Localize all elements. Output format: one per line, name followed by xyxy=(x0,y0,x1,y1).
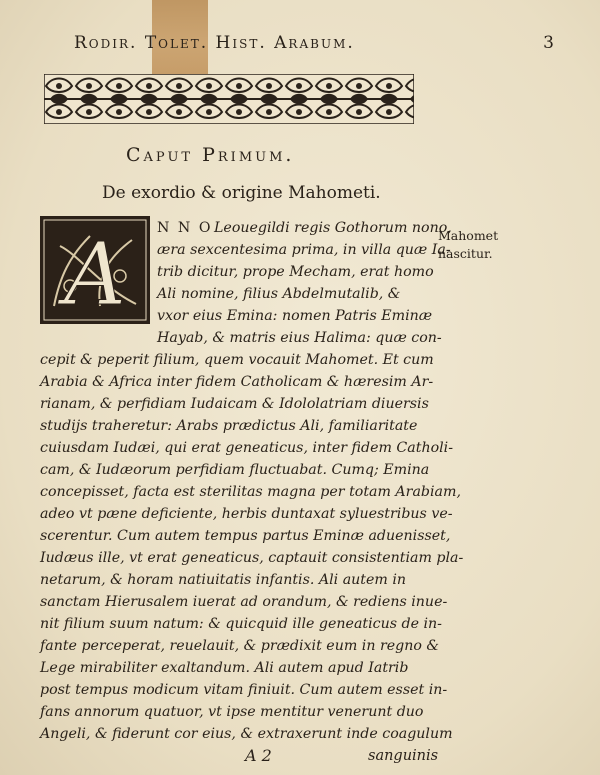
body-line: rianam, & perfidiam Iudaicam & Idololatriam diuersis xyxy=(40,396,429,412)
page-header xyxy=(74,33,554,59)
marginal-note-line: Mahomet xyxy=(438,228,499,243)
marginal-note-line: nascitur. xyxy=(438,246,493,261)
page-number: 3 xyxy=(543,33,554,53)
decorative-ornament-band xyxy=(44,74,414,124)
body-line: nit filium suum natum: & quicquid ille geneaticus de in- xyxy=(40,616,442,632)
decorated-initial-A xyxy=(40,216,150,324)
first-line-caps: N N O xyxy=(157,220,213,236)
body-line: æra sexcentesima prima, in villa quæ Ia- xyxy=(157,242,451,258)
body-line: Iudæus ille, vt erat geneaticus, captauit consistentiam pla- xyxy=(40,550,464,566)
body-line: concepisset, facta est sterilitas magna per totam Arabiam, xyxy=(40,484,461,500)
body-line: Lege mirabiliter exaltandum. Ali autem apud Iatrib xyxy=(40,660,409,676)
body-line: Ali nomine, filius Abdelmutalib, & xyxy=(157,286,401,302)
body-line: scerentur. Cum autem tempus partus Eminæ aduenisset, xyxy=(40,528,451,544)
running-head: Rodir. Tolet. Hist. Arabum. xyxy=(74,33,355,53)
section-title: De exordio & origine Mahometi. xyxy=(102,183,381,203)
body-line: Arabia & Africa inter fidem Catholicam & hæresim Ar- xyxy=(40,374,434,390)
body-line: netarum, & horam natiuitatis infantis. Ali autem in xyxy=(40,572,407,588)
body-line: fans annorum quatuor, vt ipse mentitur venerunt duo xyxy=(40,704,424,720)
initial-letter: A xyxy=(63,225,127,324)
body-line: fante perceperat, reuelauit, & prædixit eum in regno & xyxy=(40,638,440,654)
body-line: post tempus modicum vitam finiuit. Cum autem esset in- xyxy=(40,682,448,698)
body-line: Hayab, & matris eius Halima: quæ con- xyxy=(157,330,442,346)
body-line: sanctam Hierusalem iuerat ad orandum, & rediens inue- xyxy=(40,594,448,610)
catchword: sanguinis xyxy=(368,748,439,764)
body-line: cuiusdam Iudæi, qui erat geneaticus, inter fidem Catholi- xyxy=(40,440,453,456)
chapter-title: Caput Primum. xyxy=(126,144,295,166)
body-line: trib dicitur, prope Mecham, erat homo xyxy=(157,264,434,280)
body-line: vxor eius Emina: nomen Patris Eminæ xyxy=(157,308,433,324)
body-line: adeo vt pæne deficiente, herbis duntaxat syluestribus ve- xyxy=(40,506,453,522)
body-line: cepit & peperit filium, quem vocauit Mahomet. Et cum xyxy=(40,352,434,368)
signature-mark: A 2 xyxy=(245,746,272,765)
body-line: cam, & Iudæorum perfidiam fluctuabat. Cumq; Emina xyxy=(40,462,430,478)
body-line: studijs traheretur: Arabs prædictus Ali, familiaritate xyxy=(40,418,418,434)
body-line: Leouegildi regis Gothorum nono, xyxy=(214,220,452,236)
body-line: Angeli, & fiderunt cor eius, & extraxerunt inde coagulum xyxy=(40,726,453,742)
